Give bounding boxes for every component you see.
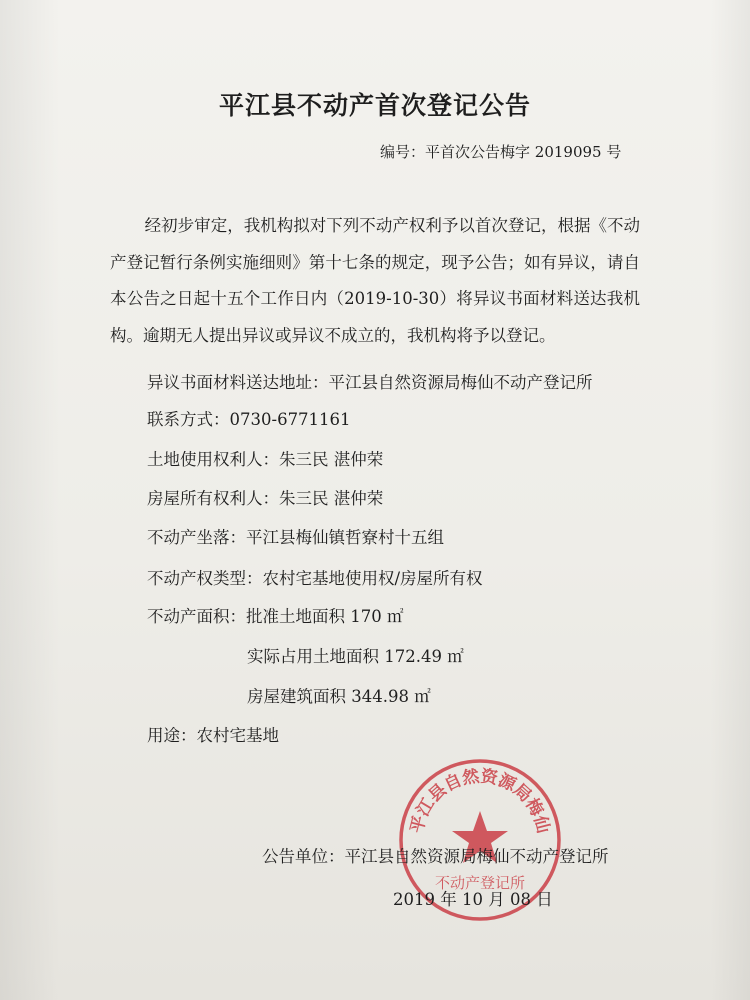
actual-land-area: 实际占用土地面积 172.49 ㎡	[247, 647, 464, 666]
approved-land-area: 不动产面积：批准土地面积 170 ㎡	[147, 607, 404, 626]
page-title: 平江县不动产首次登记公告	[218, 91, 531, 120]
body-paragraph: 经初步审定，我机构拟对下列不动产权利予以首次登记，根据《不动产登记暂行条例实施细则》第十七条的规定，现予公告；如有异议，请自本公告之日起十五个工作日内（2019-10-30）将异议书面材料送达我机构。逾期无人提出异议或异议不成立的，我机构将予以登记。	[110, 216, 640, 345]
usage: 用途：农村宅基地	[147, 726, 279, 745]
issuing-unit: 公告单位：平江县自然资源局梅仙不动产登记所	[262, 847, 609, 866]
objection-address: 异议书面材料送达地址：平江县自然资源局梅仙不动产登记所	[147, 373, 593, 392]
document-number: 编号：平首次公告梅字 2019095 号	[380, 143, 622, 161]
contact-info: 联系方式：0730-6771161	[147, 410, 351, 429]
land-use-right-holder: 土地使用权利人：朱三民 湛仲荣	[147, 450, 384, 469]
seal-inner-text: 不动产登记所	[434, 874, 526, 892]
property-location: 不动产坐落：平江县梅仙镇哲寮村十五组	[147, 528, 444, 547]
seal-outer-text: 平江县自然资源局梅仙	[407, 766, 553, 836]
house-ownership-holder: 房屋所有权利人：朱三民 湛仲荣	[147, 489, 384, 508]
right-type: 不动产权类型：农村宅基地使用权/房屋所有权	[147, 569, 483, 588]
issue-date: 2019 年 10 月 08 日	[393, 890, 553, 909]
building-area: 房屋建筑面积 344.98 ㎡	[247, 687, 431, 706]
